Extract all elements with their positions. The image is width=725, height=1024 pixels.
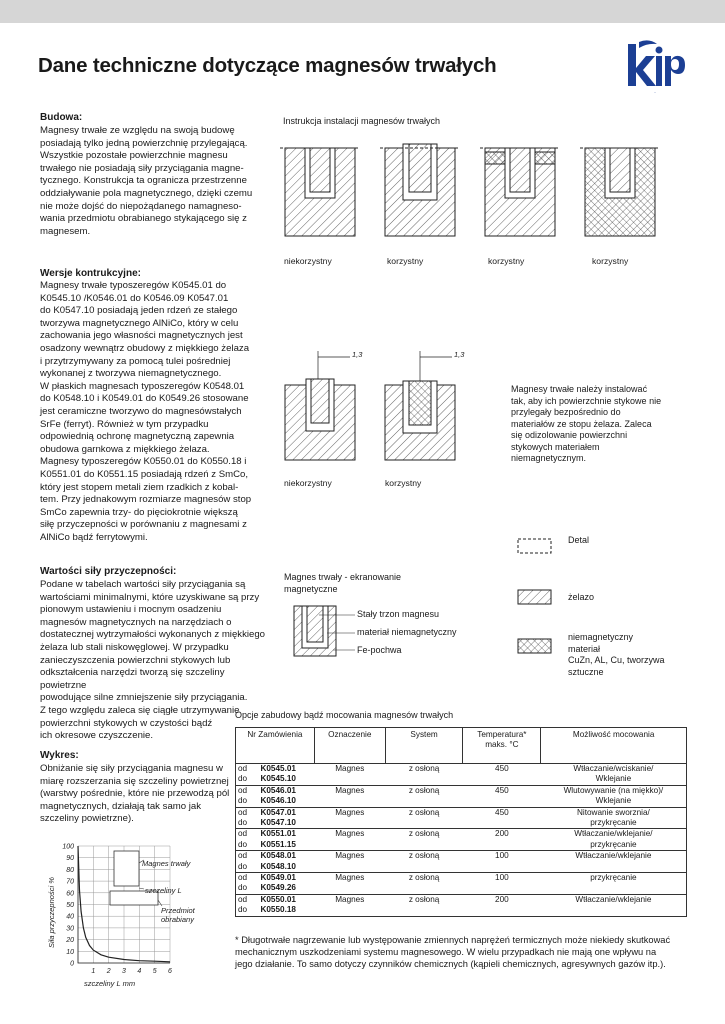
table-row [236,894,687,916]
cell-order-no [258,829,314,851]
cell-order-from: K0549.01 [260,873,296,883]
top-bar [0,0,725,23]
cell-order-from: K0545.01 [260,764,296,773]
row1-label-1: niekorzystny [284,256,332,266]
chart-ytick-label: 80 [66,866,74,874]
cell-temp: 200 [495,894,509,904]
shield-label-1: Stały trzon magnesu [357,609,440,619]
header-temp: Temperatura* maks. °C [463,728,541,764]
cell-system: z osłoną [408,785,440,795]
chart-ytick-label: 40 [66,913,74,921]
options-caption: Opcje zabudowy bądź mocowania magnesów trwałych [235,710,454,720]
cell-name: Magnes [335,829,365,839]
cell-order-to: K0546.10 [260,796,296,806]
shield-diagram [293,605,363,660]
cell-order-from: K0551.01 [260,829,296,839]
adhesion-chart [44,838,244,990]
chart-ytick-label: 30 [66,925,74,933]
cell-from: od [238,894,248,904]
cell-to: do [238,818,248,828]
cell-order-to: K0550.18 [260,905,296,915]
header-nr: Nr Zamówienia [236,728,315,764]
row1-label-4: korzystny [592,256,629,266]
diagram-3 [480,148,560,236]
wersje-heading: Wersje kontrukcyjne: [40,268,141,279]
diagram-6 [385,350,465,460]
cell-to: do [238,905,248,915]
wykres-heading: Wykres: [40,750,79,761]
cell-mount: Wlutowywanie (na miękko)/ Wklejanie [541,785,687,807]
legend-label-detal: Detal [568,535,590,545]
cell-name: Magnes [335,873,365,883]
header-oznaczenie: Oznaczenie [314,728,385,764]
page-title: Dane techniczne dotyczące magnesów trwałych [38,54,497,77]
chart-ytick-label: 10 [66,948,74,956]
cell-from: od [238,829,248,839]
cell-system: z osłoną [408,851,440,861]
chart-xtick-label: 6 [168,968,172,975]
cell-range [236,807,259,829]
cell-to: do [238,796,248,806]
cell-name: Magnes [335,785,365,795]
row1-label-2: korzystny [387,256,424,266]
table-row [236,785,687,807]
cell-range [236,894,259,916]
cell-range [236,873,259,895]
budowa-heading: Budowa: [40,112,83,123]
install-title: Instrukcja instalacji magnesów trwałych [283,116,441,126]
chart-xlabel: szczeliny L mm [84,979,136,988]
options-footnote: * Długotrwałe nagrzewanie lub występowanie zmiennych naprężeń termicznych może niekiedy skutkować mechanicznym uszkodzeniami systemu magnesowego. W wielu przypadkach nie mają one wpływu na jego działanie. To samo dotyczy czynników chemicznych (kąpieli chemicznych, agresywnych gazów itp.). [235,935,671,969]
legend-swatch-niemagnetyczny [518,639,551,653]
options-table [235,727,687,917]
cell-order-from: K0547.01 [260,807,296,817]
table-row [236,851,687,873]
table-row [236,829,687,851]
chart-ytick-label: 70 [66,878,74,886]
cell-from: od [238,785,248,795]
cell-temp: 100 [495,851,509,861]
cell-range [236,785,259,807]
cell-order-from: K0546.01 [260,785,296,795]
cell-temp: 450 [495,764,509,773]
cell-order-no [258,785,314,807]
cell-mount: Wtłaczanie/wklejanie [541,851,687,873]
cell-from: od [238,851,248,861]
diagram-5 [285,350,363,460]
legend-swatch-zelazo [518,590,551,604]
chart-ytick-label: 0 [70,960,74,968]
cell-range [236,851,259,873]
cell-mount: przykręcanie [541,873,687,895]
wartosci-text: Podane w tabelach wartości siły przyciągania są wartościami minimalnymi, które uzyskiwane są przy pionowym ustawieniu i mocnym osadzeniu magnesów magnetycznych na narzędziach o dostatecznej wytrzymałości wykonanych z miękkiego żelaza lub stali niskowęglowej. W przypadku zanieczyszczenia powierzchni stykowych lub odkształcenia narzędzi tworzą się szczeliny powietrzne powodujące silne zmniejszenie siły przyciągania. Z tego względu zaleca się ciągłe utrzymywanie powierzchni stykowych w czystości bądź ich okresowe czyszczenie. [40,579,266,742]
chart-xtick-label: 1 [91,968,96,975]
cell-temp: 200 [495,829,509,839]
cell-system: z osłoną [408,764,440,773]
cell-order-to: K0545.10 [260,774,296,784]
cell-to: do [238,774,248,784]
chart-ylabel: Siła przyczepności % [47,877,56,948]
cell-to: do [238,883,248,893]
header-system: System [385,728,463,764]
table-row [236,807,687,829]
chart-ytick-label: 60 [66,890,74,898]
budowa-text: Magnesy trwałe ze względu na swoją budowę posiadają tylko jedną powierzchnię przylegającą. Wszystkie pozostałe powierzchnie magnesu trwałego nie posiadają siły przyciągania magne- tycznego. Konstrukcja ta ogranicza przestrzenne oddziaływanie pola magnetycznego, dzięki czemu nie może dojść do niepożądanego namagneso- wania przedmiotu obrabianego stykającego się z magnesem. [40,125,253,237]
chart-xtick-label: 4 [137,968,142,975]
cell-order-to: K0548.10 [260,861,296,871]
cell-from: od [238,807,248,817]
row2-label-1: niekorzystny [284,478,332,488]
legend-label-niemagnetyczny: niemagnetyczny materiał CuZn, AL, Cu, tworzywa sztuczne [568,632,665,677]
chart-ytick-label: 20 [66,937,74,945]
row2-label-2: korzystny [385,478,422,488]
cell-system: z osłoną [408,829,440,839]
legend-label-zelazo: żelazo [568,592,595,602]
shield-title: Magnes trwały - ekranowanie magnetyczne [284,572,402,594]
table-row [236,873,687,895]
cell-from: od [238,873,248,883]
diagram-1 [280,148,360,236]
diagram-4 [580,148,660,236]
dim-label-2: 1,3 [454,350,465,359]
cell-order-to: K0547.10 [260,818,296,828]
cell-from: od [238,764,248,773]
cell-to: do [238,839,248,849]
cell-temp: 450 [495,807,509,817]
cell-name: Magnes [335,851,365,861]
logo-text: Kipp [654,93,657,94]
cell-order-from: K0550.01 [260,894,296,904]
chart-ytick-label: 100 [62,843,74,851]
cell-order-no [258,894,314,916]
cell-name: Magnes [335,807,365,817]
kipp-logo [618,40,690,94]
shield-label-3: Fe-pochwa [357,645,402,655]
diagram-2 [380,144,460,236]
cell-name: Magnes [335,764,365,773]
cell-range [236,764,259,786]
chart-annotation-przedmiot: Przedmiot [161,906,195,915]
install-diagrams-row1 [280,130,665,250]
cell-mount: Wtłaczanie/wklejanie/ przykręcanie [541,829,687,851]
header-mount: Możliwość mocowania [541,728,687,764]
dim-label-1: 1,3 [352,350,363,359]
cell-mount: Wtłaczanie/wklejanie [541,894,687,916]
chart-ytick-label: 90 [66,855,74,863]
cell-order-no [258,807,314,829]
legend-swatch-detal [518,539,551,553]
chart-ytick-label: 50 [66,902,74,909]
cell-order-from: K0548.01 [260,851,296,861]
cell-range [236,829,259,851]
install-note: Magnesy trwałe należy instalować tak, aby ich powierzchnie stykowe nie przylegały bezpośrednio do materiałów ze stopu żelaza. Zaleca się odizolowanie powierzchni stykowych materiałem niemagnetycznym. [511,384,662,463]
shield-label-2: materiał niemagnetyczny [357,627,457,637]
chart-xtick-label: 2 [106,968,111,975]
cell-to: do [238,861,248,871]
cell-order-to: K0551.15 [260,839,296,849]
chart-xtick-label: 5 [152,968,157,975]
chart-xtick-label: 3 [122,968,126,975]
cell-mount: Nitowanie sworznia/ przykręcanie [541,807,687,829]
wersje-text: Magnesy trwałe typoszeregów K0545.01 do K0545.10 /K0546.01 do K0546.09 K0547.01 do K0547.10 posiadają jeden rdzeń ze stałego tworzywa magnetycznego AlNiCo, który w celu zachowania jego własności magnetycznych jest osadzony wewnątrz obudowy z miękkiego żelaza i przytrzymywany za pomocą tulei pośredniej wykonanej z tworzywa niemagnetycznego. W płaskich magnesach typoszeregów K0548.01 do K0548.10 i K0549.01 do K0549.26 stosowane jest ceramiczne tworzywo do magnesówstałych SrFe (ferryt). Również w tym przypadku odpowiednią ochronę magnetyczną zapewnia obudowa garnkowa z miękkiego żelaza. Magnesy typoszeregów K0550.01 do K0550.18 i K0551.01 do K0551.15 posiadają rdzeń z SmCo, który jest stopem metali ziem rzadkich z kobal- tem. Przy jednakowym rozmiarze magnesów stop SmCo zapewnia trzy- do pięciokrotnie większą siłę przyczepności w porównaniu z magnesami z AlNiCo bądź ferrytowymi. [40,280,252,543]
row1-label-3: korzystny [488,256,525,266]
wartosci-heading: Wartości siły przyczepności: [40,566,177,577]
cell-order-no [258,873,314,895]
cell-order-no [258,851,314,873]
chart-annotation-obrabiany: obrabiany [161,915,194,924]
wykres-text: Obniżanie się siły przyciągania magnesu w miarę rozszerzania się szczeliny powietrznej (warstwy pośrednie, które nie przewodzą pól magnetycznych, działają tak samo jak szczeliny powietrzne). [40,763,230,825]
table-row [236,764,687,786]
install-diagrams-row2 [280,345,470,470]
cell-system: z osłoną [408,894,440,904]
cell-system: z osłoną [408,807,440,817]
legend-swatches [517,538,553,656]
cell-order-no [258,764,314,786]
chart-annotation-szczeliny: szczeliny L [145,886,182,895]
cell-name: Magnes [335,894,365,904]
cell-order-to: K0549.26 [260,883,296,893]
cell-system: z osłoną [408,873,440,883]
options-header-row [236,728,687,764]
chart-annotation-magnes: Magnes trwały [142,859,191,868]
cell-temp: 100 [495,873,509,883]
cell-mount: Wtłaczanie/wciskanie/ Wklejanie [541,764,687,786]
cell-temp: 450 [495,785,509,795]
